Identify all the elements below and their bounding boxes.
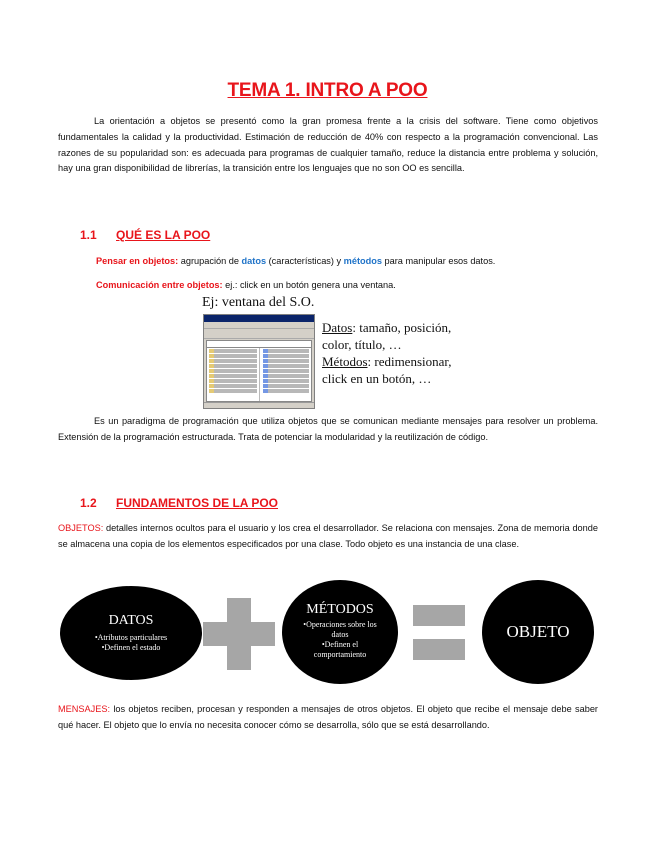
window-menubar bbox=[204, 322, 314, 329]
section-number: 1.2 bbox=[80, 496, 97, 510]
datos-circle-items bbox=[60, 633, 202, 653]
metodos-item: datos bbox=[331, 630, 349, 639]
mensajes-label: MENSAJES: bbox=[58, 704, 111, 714]
pensar-label: Pensar en objetos: bbox=[96, 256, 179, 266]
section-number: 1.1 bbox=[80, 228, 97, 242]
window-body bbox=[206, 347, 312, 402]
section-title: FUNDAMENTOS DE LA POO bbox=[116, 496, 279, 510]
metodos-circle bbox=[282, 580, 398, 684]
comunicacion-text: ej.: click en un botón genera una ventana. bbox=[222, 280, 396, 290]
window-statusbar bbox=[204, 402, 314, 408]
objeto-circle bbox=[482, 580, 594, 684]
datos-keyword: datos bbox=[241, 256, 267, 266]
plus-sign-horizontal bbox=[203, 622, 275, 646]
window-titlebar bbox=[204, 315, 314, 322]
metodos-circle-title: MÉTODOS bbox=[306, 602, 374, 617]
page-title: TEMA 1. INTRO A POO bbox=[227, 80, 428, 101]
example-description bbox=[322, 319, 451, 387]
metodos-circle-items bbox=[282, 620, 398, 660]
section-heading-1-2 bbox=[80, 496, 278, 510]
comunicacion-line bbox=[96, 278, 396, 292]
pensar-pre: agrupación de bbox=[178, 256, 242, 266]
mensajes-text: los objetos reciben, procesan y responden a mensajes de otros objetos. El objeto que recibe el mensaje debe saber qué hacer. El objeto que lo envía no necesita conocer cómo se desarrolla, sólo que se está desarrollando. bbox=[58, 704, 598, 730]
pensar-en-objetos-line bbox=[96, 254, 495, 268]
example-line-2: color, título, … bbox=[322, 337, 402, 352]
example-metodos-label: Métodos bbox=[322, 354, 368, 369]
section-title: QUÉ ES LA POO bbox=[116, 228, 211, 242]
objetos-label: OBJETOS: bbox=[58, 523, 104, 533]
metodos-keyword: métodos bbox=[343, 256, 382, 266]
example-line-4: click en un botón, … bbox=[322, 371, 432, 386]
example-datos-label: Datos bbox=[322, 320, 353, 335]
datos-circle bbox=[60, 586, 202, 680]
pensar-mid: (características) y bbox=[266, 256, 344, 266]
objeto-circle-title: OBJETO bbox=[506, 622, 570, 641]
equals-sign-bottom bbox=[413, 639, 465, 660]
datos-circle-title: DATOS bbox=[108, 613, 154, 628]
objetos-text: detalles internos ocultos para el usuario y los crea el desarrollador. Se relaciona con mensajes. Zona de memoria donde se almacena una copia de los elementos especificados por una clase. Todo objeto es una instancia de una clase. bbox=[58, 523, 598, 549]
intro-text: La orientación a objetos se presentó como la gran promesa frente a la crisis del software. Tiene como objetivos fundamentales la calidad y la productividad. Estimación de reducción de 40% con respecto a la programación convencional. Las razones de su popularidad son: es adecuada para programas de cualquier tamaño, reduce la distancia entre problema y solución, hay una gran disponibilidad de librerías, la transición entre los lenguajes que no son OO es sencilla. bbox=[58, 116, 598, 174]
pensar-post: para manipular esos datos. bbox=[381, 256, 496, 266]
datos-item: •Definen el estado bbox=[101, 643, 161, 652]
window-toolbar bbox=[204, 329, 314, 339]
paradigm-text: Es un paradigma de programación que utiliza objetos que se comunican mediante mensajes para resolver un problema. Extensión de la programación estructurada. Trata de potenciar la modularidad y la reutilización de código. bbox=[58, 416, 598, 442]
section-heading-1-1 bbox=[80, 228, 210, 242]
example-title: Ej: ventana del S.O. bbox=[202, 295, 315, 310]
metodos-item: comportamiento bbox=[313, 650, 367, 659]
window-file-pane bbox=[261, 348, 311, 401]
window-screenshot-image bbox=[203, 314, 315, 409]
example-datos-text: : tamaño, posición, bbox=[352, 320, 452, 335]
example-metodos-text: : redimensionar, bbox=[367, 354, 452, 369]
metodos-item: •Definen el bbox=[321, 640, 359, 649]
datos-item: •Atributos particulares bbox=[94, 633, 168, 642]
example-line-3 bbox=[322, 353, 451, 370]
comunicacion-label: Comunicación entre objetos: bbox=[96, 280, 223, 290]
window-folder-pane bbox=[207, 348, 260, 401]
intro-paragraph bbox=[58, 114, 598, 177]
mensajes-paragraph bbox=[58, 702, 598, 734]
paradigm-paragraph bbox=[58, 414, 598, 446]
metodos-item: •Operaciones sobre los bbox=[303, 620, 377, 629]
equals-sign-top bbox=[413, 605, 465, 626]
example-line-1 bbox=[322, 319, 451, 336]
objetos-paragraph bbox=[58, 521, 598, 553]
